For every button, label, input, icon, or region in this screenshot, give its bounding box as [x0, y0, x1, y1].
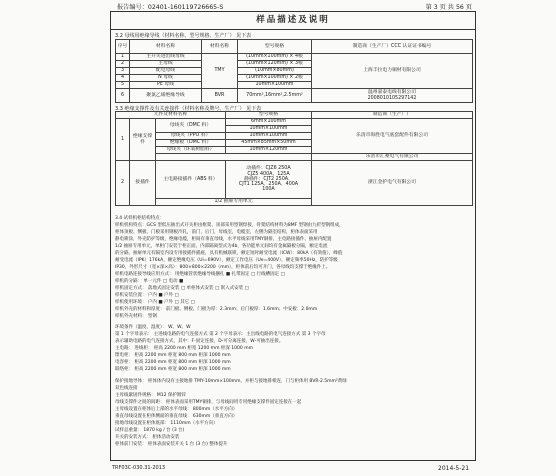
group2-maker: 浙江金护电气有限公司: [312, 161, 473, 206]
text-line: 垂直母线设置在柜体侧面的垂直母线： 630mm（垂直方向）: [115, 414, 238, 419]
text-line: 开关的安装方式： 柜体活动安装: [115, 435, 180, 440]
text-line: 样机机构特点：GCS 型低压抽出式开关柜由框架、顶部采用型钢焊接，骨架结构材料为8MF 型钢由九折型钢组成，: [115, 223, 344, 228]
table-row-spec: 10mm×100mm: [226, 133, 312, 140]
table-row-no: 4: [116, 75, 130, 82]
text-line: 样机的分隔： 单一元件 □ 电动 ■: [115, 279, 184, 284]
text-line: 耐受电流（IPK）176kA，额定绝缘电压（Ui=690V），额定工作电压（Ue=400V），额定频率50Hz，防护等级: [115, 258, 338, 263]
text-line: 接地母线设置在柜体底部： 1110mm（水平方向）: [115, 421, 218, 426]
group2-part2: 1/2 抽屉专用单元: [156, 199, 312, 206]
content-frame: [110, 11, 476, 461]
table-row-no: 5: [116, 82, 130, 89]
material-tmy: TMY: [202, 54, 238, 89]
table-row-name: 聚氯乙烯绝缘导线: [130, 89, 202, 103]
footer-date: 2014-5-21: [438, 465, 470, 472]
text-line: 3.4 试样机柜结构特点：: [115, 216, 165, 221]
text-line: IP30，外形尺寸（宽×深×高）：800×800×2200（mm），柜体前后均可开门，各母线均支撑于绝缘件上。: [115, 265, 331, 270]
text-line: 试样总重量： 1870 kg / 台 (3 台): [115, 428, 185, 433]
col-header-maker: 制造商（生产厂）: [312, 112, 473, 119]
material-bvr: BVR: [202, 89, 238, 103]
group1-name: 绝缘支撑件: [130, 119, 156, 161]
text-line: 电容柜： 柜高 2200 mm 柜宽 800 mm 柜深 1000 mm: [115, 360, 231, 365]
table-row-name: PE 母线: [130, 82, 202, 89]
text-line: 保护接地导体： 柜体体内设有主接地排 TMY-10mm×100mm，并柜与接地排相连，门与柜体用 BVR-2.5mm²黄绿: [115, 379, 347, 384]
col-header-part: 元件及材料名称: [116, 112, 226, 119]
col-header-name: 材料名称: [130, 40, 202, 54]
text-line: 表示辅助电路的电气连接方式，其中：F-固定连接，D-可分离连接，W-可抽出连接。: [115, 339, 284, 344]
text-line: 样机外壳材料： 型钢: [115, 314, 157, 319]
text-line: 静电喷涂，外壳防护等级，绝缘电缆，柜间有垂直母线，水平母线采用TMY铜排，主电路接插件、抽屉内配置: [115, 237, 332, 242]
maker-2: 温州嘉泰电线有限公司: [368, 90, 416, 96]
text-line: 1/2 抽屉专用单元，单柜门安装于柜正面，内部隔离型式为4b，各功能单元间均有金属隔板分隔，额定电流: [115, 244, 328, 249]
group2-spec: 静插件：CJT2 250A、: [244, 176, 293, 182]
text-line: 样机外壳的材料和厚度： 前门板、侧板、门板为厚：2.3mm；后门板厚：1.6mm；中安板：2.0mm: [115, 307, 318, 312]
environment-description: [115, 324, 473, 373]
table-row-name: 主母线: [130, 61, 202, 68]
page-title: 样品描述及说明: [111, 12, 475, 30]
structure-description: [115, 215, 473, 320]
report-header: [117, 1, 472, 11]
text-line: 样机固定方式： 落地式固定安装 □ 单柜体式安装 □ 嵌入式安装 □: [115, 286, 249, 291]
text-line: 的分隔，抽屉单元有隔室内设专用接插件插座，具有机械联锁，额定短时耐受电流（ICW）：80kA（有效值），峰值: [115, 251, 343, 256]
text-line: 样机使用环境： 户内 ■ 户外 □ 其它 □: [115, 300, 195, 305]
table-row-spec: 70mm²,16mm²,2.5mm²: [238, 89, 312, 103]
group2-spec: CJT1 125A、250A、400A: [238, 182, 299, 188]
table-row-name: 配电母线: [130, 68, 202, 75]
group2-spec: 100A: [262, 187, 275, 193]
table-row-spec: 45mm×85mm×50mm: [226, 140, 312, 147]
text-line: 主母线紧固件规格： M12 保护镀锌: [115, 393, 186, 398]
text-line: 环境条件（温度、湿度）： W、W、W: [115, 325, 191, 330]
table-row-no: 2: [116, 61, 130, 68]
page-info: 第 3 页 共 56 页: [425, 4, 472, 11]
text-line: 柜体前门安装： 柜体表面安装开关 1 台 (3 台) 整体提升: [115, 442, 228, 447]
table-row-name: 主开关进出线母线: [130, 54, 202, 61]
group2-spec-cell: [226, 161, 312, 199]
table-row-name: N 母线: [130, 75, 202, 82]
group2-no: 2: [116, 161, 130, 206]
table-row-part: 绝缘板（DMC 料）: [156, 140, 226, 147]
group2-part: 主电路接插件（ABS 料）: [156, 161, 226, 199]
text-line: 柜体顶板、侧板、门板采用钢板冷轧，前门，后门，母线室，电缆室，左侧为隔室结构，柜体表面采用: [115, 230, 318, 235]
maker-1: 上海丰拉电力铜材有限公司: [312, 54, 473, 89]
grounding-description: [115, 378, 473, 448]
table-row-part: 母线夹（环氧树脂料）: [156, 147, 226, 154]
form-number: TRF03C-030.31-2013: [112, 465, 166, 471]
text-line: 馈电柜： 柜高 2200 mm 柜宽 800 mm 柜深 1000 mm: [115, 353, 231, 358]
col-header-spec: 型号规格: [238, 40, 312, 54]
table-row-spec: (10mm×100mm) × 2根: [238, 75, 312, 82]
maker-2-cell: [312, 89, 473, 103]
text-line: 第 1 个字母表示： 主进线电路的电气连接方式 第 2 个字母表示：主出线电路的电气连接方式 第 3 个字母: [115, 332, 326, 337]
table-row-no: 3: [116, 68, 130, 75]
text-line: 联络柜： 柜高 2200 mm 柜宽 800 mm 柜深 1000 mm: [115, 367, 231, 372]
text-line: 母线支撑件之间的间距： 柜体表面采用TMY铜排，与母线间用专用绝缘支撑件固定连接在一起: [115, 400, 302, 405]
group1-maker-b: 乐清市汇豪电气有限公司: [312, 154, 473, 161]
table-row-spec: (10mm×120mm) × 3根: [238, 61, 312, 68]
text-line: 双色线连接: [115, 386, 138, 391]
group1-no: 1: [116, 119, 130, 161]
text-line: 样机安装位置： 户内 ■ 户外 □: [115, 293, 179, 298]
table-row-spec: 10mm×120mm: [226, 147, 312, 154]
table-row-spec: 10mm×100mm: [226, 126, 312, 133]
text-line: 主母线设置在柜体后上部的水平母线： 800mm（水平方向）: [115, 407, 238, 412]
table-row-spec: 10mm×100mm: [238, 82, 312, 89]
text-line: 主电路： 进线柜： 柜高 2200 mm 柜宽 1200 mm 柜深 1000 mm: [115, 346, 253, 351]
group2-spec: 动插件：CJZ6 250A: [246, 166, 291, 172]
table-row-part: 母线夹（DMC 料）: [156, 119, 226, 133]
table-row-spec: (10mm×80mm): [238, 68, 312, 75]
text-line: 样机电路连接导线应用方式： 用绝缘管状绝缘导线捆扎 ■ 扎带固定 □ 行线槽固定 □: [115, 272, 285, 277]
section-2-heading: 3.2 母线用绝缘导线（材料名称、型号规格、生产厂） 见下表: [115, 33, 252, 39]
maker-2-cert: 2008010105297142: [367, 95, 417, 101]
table-row-spec: (10mm×100mm) × 4根: [238, 54, 312, 61]
report-number: 报告编号：02401-160119726665-S: [117, 4, 224, 11]
section-3-heading: 3.3 绝缘支撑件及有关连接件（材料名称及牌号、生产厂） 见下表: [115, 106, 262, 112]
col-header-no: 序号: [116, 40, 130, 54]
table-row-no: 1: [116, 54, 130, 61]
busbar-table: [115, 39, 473, 103]
col-header-material: 材料名称: [202, 40, 238, 54]
col-header-spec: 型号规格: [226, 112, 312, 119]
table-row-no: 6: [116, 89, 130, 103]
group2-name: 接插件: [130, 161, 156, 206]
group1-maker-a: 乐清市海胜电气底套配件有限公司: [312, 119, 473, 154]
col-header-maker: 制造商（生产厂）CCC 认证证书编号: [312, 40, 473, 54]
group2-spec: CJZ5 400A、125A: [247, 171, 290, 177]
table-row-spec: 6mm×100mm: [226, 119, 312, 126]
table-row-part: 母线夹（PPO 料）: [156, 133, 226, 140]
support-parts-table: [115, 111, 473, 206]
